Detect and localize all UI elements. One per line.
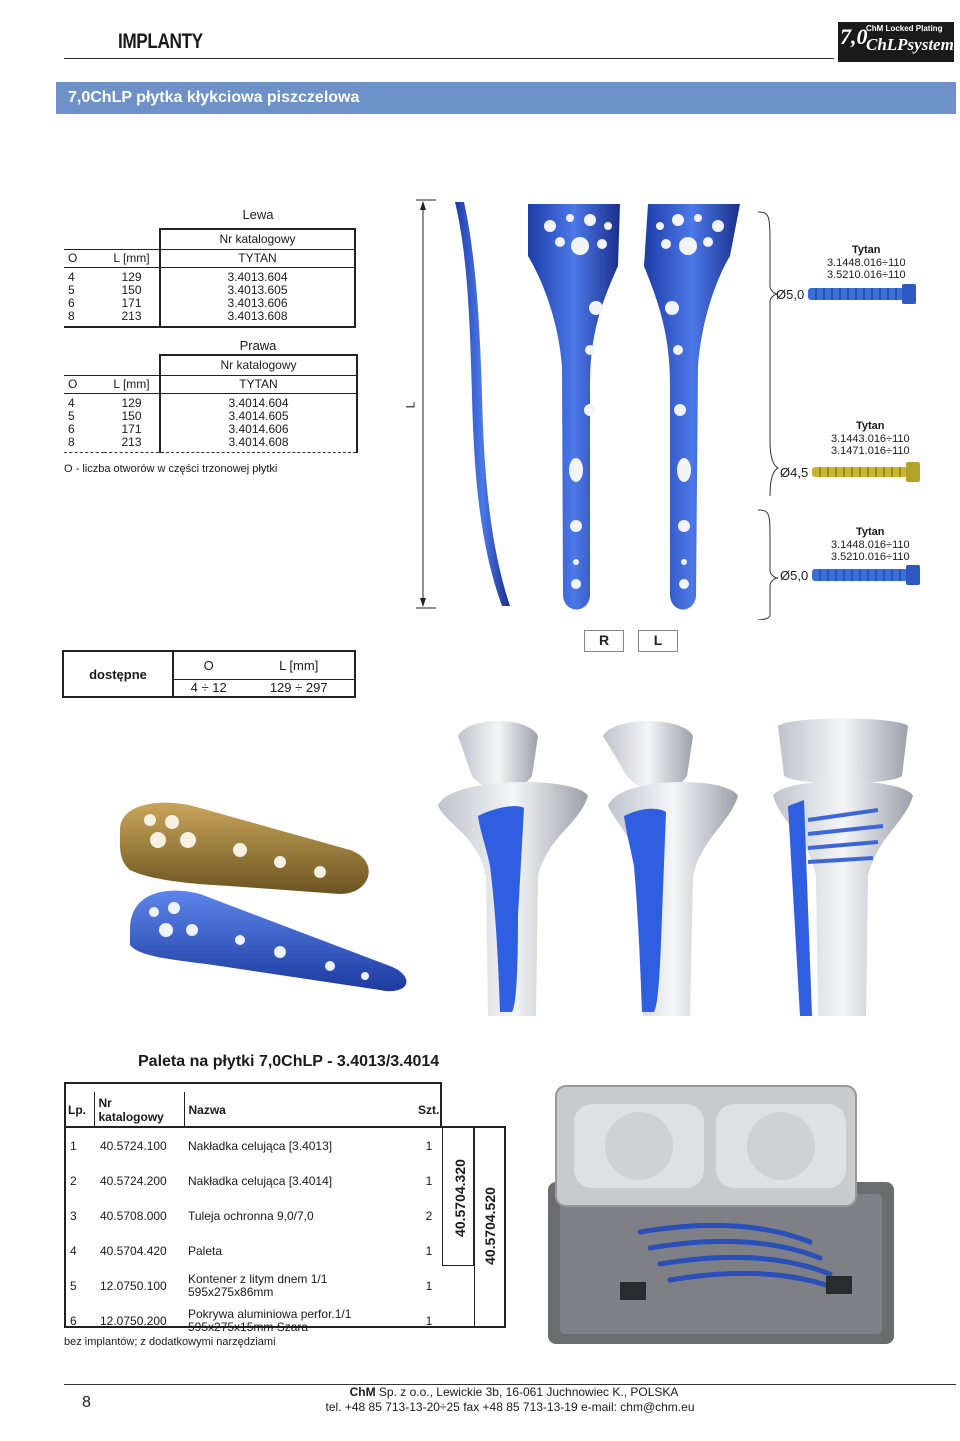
palette-col-code: Nr katalogowy (94, 1092, 184, 1127)
product-banner: 7,0ChLP płytka kłykciowa piszczelowa (56, 82, 956, 114)
palette-table (66, 1128, 444, 1338)
table-row (66, 1198, 444, 1233)
section-title: IMPLANTY (118, 30, 203, 53)
row-lp: 6 (70, 1313, 77, 1328)
row-name-2: 595x275x15mm Szara (188, 1319, 309, 1334)
cell: 3.4014.605 (160, 410, 357, 423)
screw-3-diameter: Ø5,0 (780, 568, 809, 583)
screw-3-code-2: 3.5210.016÷110 (831, 551, 910, 563)
footer-company (314, 1385, 714, 1399)
row-name: Pokrywa aluminiowa perfor.1/1 (188, 1306, 352, 1321)
footer-contact: tel. +48 85 713-13-20÷25 fax +48 85 713-13-19 e-mail: chm@chm.eu (325, 1400, 695, 1414)
row-name: Kontener z litym dnem 1/1 (188, 1271, 328, 1286)
row-qty: 1 (425, 1138, 433, 1153)
logo-number: 7,0 (840, 24, 868, 49)
plate-front-2 (644, 204, 740, 610)
holes-note: O - liczba otworów w części trzonowej płytki (64, 463, 278, 475)
row-name: Nakładka celująca [3.4014] (188, 1173, 333, 1188)
cell: 6 (68, 295, 75, 310)
plate-front-1 (528, 204, 620, 610)
palette-col-qty: Szt. (418, 1102, 440, 1117)
availability-table (62, 650, 356, 698)
left-table-caption: Lewa (242, 207, 274, 222)
left-side-box: L (638, 630, 678, 652)
row-code: 40.5724.200 (100, 1173, 167, 1188)
company-address: Sp. z o.o., Lewickie 3b, 16-061 Juchnowiec K., POLSKA (375, 1385, 679, 1399)
cell: 4 (68, 395, 75, 410)
row-lp: 2 (70, 1173, 77, 1188)
container-photo (540, 1082, 904, 1348)
group-header: Nr katalogowy (160, 355, 357, 375)
row-lp: 1 (70, 1138, 77, 1153)
row-name: Paleta (188, 1243, 223, 1258)
table-row (66, 1128, 444, 1163)
page-number: 8 (82, 1394, 91, 1411)
screw-3-material: Tytan (856, 526, 885, 538)
cell: 8 (68, 308, 75, 323)
cell: 3.4013.605 (160, 284, 355, 297)
screw-2-image (812, 460, 922, 484)
palette-title: Paleta na płytki 7,0ChLP - 3.4013/3.4014 (138, 1053, 440, 1070)
palette-col-name: Nazwa (184, 1092, 414, 1127)
row-code: 12.0750.100 (100, 1278, 167, 1293)
screw-2-diameter: Ø4,5 (780, 465, 809, 480)
screw-braces (752, 210, 786, 620)
table-row (66, 1268, 444, 1303)
cell: 6 (68, 421, 75, 436)
company-name: ChM (349, 1385, 376, 1399)
row-qty: 2 (425, 1208, 433, 1223)
availability-col-l: L [mm] (279, 657, 319, 673)
cell: 3.4013.604 (160, 267, 355, 284)
right-catalog-table (64, 354, 358, 453)
cell: 213 (121, 434, 142, 449)
header-divider (64, 58, 834, 59)
cell: 3.4013.608 (160, 310, 355, 327)
col-o: O (68, 250, 78, 265)
col-l: L [mm] (113, 376, 150, 391)
group-header: Nr katalogowy (160, 229, 355, 249)
palette-footnote: bez implantów; z dodatkowymi narzędziami (64, 1336, 276, 1348)
bone-illustrations (428, 716, 916, 1018)
screw-3-image (812, 563, 922, 587)
row-qty: 1 (425, 1173, 433, 1188)
screw-1-code-1: 3.1448.016÷110 (827, 257, 906, 269)
row-code: 12.0750.200 (100, 1313, 167, 1328)
row-code: 40.5708.000 (100, 1208, 167, 1223)
right-table-caption: Prawa (239, 338, 277, 353)
screw-2-code-1: 3.1443.016÷110 (831, 433, 910, 445)
row-name-2: 595x275x86mm (188, 1284, 274, 1299)
availability-label: dostępne (63, 651, 173, 697)
cell: 3.4013.606 (160, 297, 355, 310)
cell: 171 (121, 295, 142, 310)
row-lp: 5 (70, 1278, 77, 1293)
table-row (66, 1233, 444, 1268)
screw-1-diameter: Ø5,0 (776, 287, 805, 302)
screw-1-code-2: 3.5210.016÷110 (827, 269, 906, 281)
col-o: O (68, 376, 78, 391)
table-row (66, 1163, 444, 1198)
availability-o-range: 4 ÷ 12 (190, 680, 227, 696)
row-qty: 1 (425, 1278, 433, 1293)
availability-col-o: O (203, 657, 214, 673)
chm-logo (838, 22, 954, 62)
cell: 4 (68, 269, 75, 284)
availability-l-range: 129 ÷ 297 (269, 680, 328, 696)
logo-tagline: ChM Locked Plating (866, 24, 943, 33)
plate-3d-images (110, 790, 420, 1000)
row-lp: 4 (70, 1243, 77, 1258)
length-label: L (403, 401, 418, 409)
cell: 213 (121, 308, 142, 323)
cell: 171 (121, 421, 142, 436)
side-plate (455, 202, 510, 606)
plates-illustration (440, 196, 750, 616)
row-qty: 1 (425, 1243, 433, 1258)
row-code: 40.5704.420 (100, 1243, 167, 1258)
logo-brand: ChLPsystem (866, 35, 954, 54)
cell: 150 (121, 408, 142, 423)
row-name: Nakładka celująca [3.4013] (188, 1138, 333, 1153)
screw-1-image (808, 282, 918, 306)
right-side-box: R (584, 630, 624, 652)
col-l: L [mm] (113, 250, 150, 265)
cell: 150 (121, 282, 142, 297)
palette-col-lp: Lp. (68, 1102, 86, 1117)
screw-1-material: Tytan (852, 244, 881, 256)
screw-2-material: Tytan (856, 420, 885, 432)
screw-2-code-2: 3.1471.016÷110 (831, 445, 910, 457)
table-row (66, 1303, 444, 1338)
cell: 129 (121, 269, 142, 284)
left-catalog-table (64, 228, 356, 328)
cell: 3.4014.606 (160, 423, 357, 436)
row-qty: 1 (425, 1313, 433, 1328)
row-name: Tuleja ochronna 9,0/7,0 (188, 1208, 314, 1223)
screw-3-code-1: 3.1448.016÷110 (831, 539, 910, 551)
row-lp: 3 (70, 1208, 77, 1223)
row-code: 40.5724.100 (100, 1138, 167, 1153)
cell: 5 (68, 282, 75, 297)
cell: 8 (68, 434, 75, 449)
cell: 3.4014.608 (160, 436, 357, 453)
cell: 3.4014.604 (160, 393, 357, 410)
palette-header (64, 1092, 444, 1127)
col-tytan: TYTAN (160, 249, 355, 267)
cell: 5 (68, 408, 75, 423)
cell: 129 (121, 395, 142, 410)
set-code-1: 40.5704.320 (452, 1159, 468, 1237)
set-code-2: 40.5704.520 (482, 1187, 498, 1265)
col-tytan: TYTAN (160, 375, 357, 393)
